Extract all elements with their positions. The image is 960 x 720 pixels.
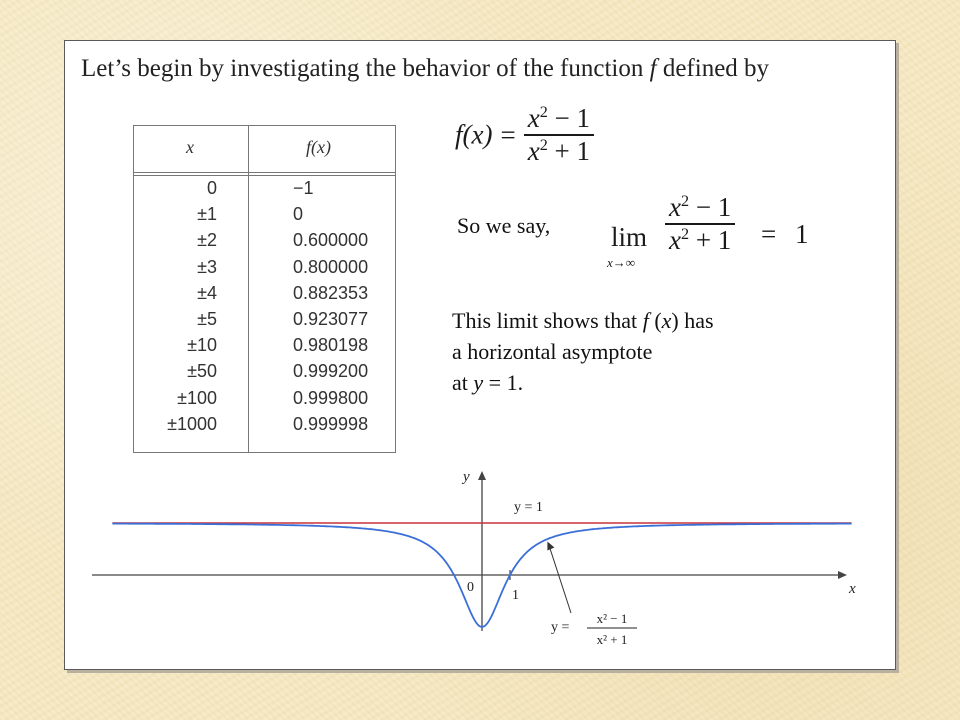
formula-equals: = [500, 119, 516, 150]
intro-function-symbol: f [649, 55, 657, 82]
asymptote-label: y = 1 [514, 500, 543, 515]
cell-fx: 0.800000 [293, 256, 369, 277]
table-row [134, 204, 395, 230]
intro-after: defined by [662, 55, 770, 82]
formula-den-rest: + 1 [547, 136, 591, 166]
formula-lhs: f(x) [455, 119, 493, 150]
table-row [134, 257, 395, 283]
function-definition-formula [455, 103, 594, 167]
explanation-text-part: ) has [671, 308, 714, 333]
cell-x: ±1 [197, 204, 217, 225]
cell-fx: 0.882353 [293, 282, 369, 303]
cell-fx: 0.980198 [293, 335, 369, 356]
y-axis-label: y [463, 469, 470, 485]
table-row [134, 230, 395, 256]
cell-x: ±10 [187, 335, 217, 356]
formula-numerator [524, 103, 594, 136]
explanation-line-1 [452, 305, 714, 336]
limit-den-var: x [669, 225, 681, 255]
cell-x: ±2 [197, 230, 217, 251]
table-row [134, 283, 395, 309]
cell-fx: 0.600000 [293, 230, 369, 251]
explanation-text-part: = 1. [483, 370, 524, 395]
limit-operator: lim [611, 222, 648, 252]
limit-num-rest: − 1 [689, 192, 732, 222]
limit-denominator [665, 225, 735, 256]
explanation-text-part: This limit shows that [452, 308, 643, 333]
table-header-divider [134, 172, 395, 173]
table-row [134, 414, 395, 440]
formula-num-rest: − 1 [547, 103, 591, 133]
table-header-divider-second [134, 175, 395, 176]
values-table [133, 125, 396, 453]
limit-value: 1 [795, 219, 809, 249]
curve-label-pointer [548, 544, 571, 613]
table-row [134, 335, 395, 361]
cell-x: ±1000 [167, 413, 217, 434]
intro-before: Let’s begin by investigating the behavior of the function [81, 55, 644, 82]
table-row [134, 361, 395, 387]
cell-x: ±100 [177, 387, 217, 408]
formula-denominator [524, 136, 594, 167]
table-header-x: x [186, 137, 194, 157]
limit-numerator [665, 192, 735, 225]
explanation-y-symbol: y [473, 370, 484, 395]
explanation-f-symbol: f [642, 308, 649, 333]
table-row [134, 178, 395, 204]
limit-formula [595, 189, 827, 283]
limit-num-var: x [669, 192, 681, 222]
formula-den-exp: 2 [539, 136, 548, 154]
explanation-text-part: at [452, 370, 474, 395]
pointer-arrow-icon [547, 542, 554, 551]
cell-fx: 0.999200 [293, 361, 369, 382]
limit-num-exp: 2 [680, 192, 690, 210]
explanation-line-3 [452, 367, 714, 398]
formula-num-var: x [527, 103, 540, 133]
tick-one-label: 1 [512, 588, 519, 603]
limit-equals: = [761, 219, 777, 249]
cell-x: ±4 [197, 282, 217, 303]
cell-fx: 0.999800 [293, 387, 369, 408]
cell-fx: −1 [293, 178, 314, 198]
function-graph [87, 453, 877, 653]
table-body [134, 178, 395, 440]
cell-fx: 0 [293, 204, 304, 225]
limit-subscript: x→∞ [607, 255, 636, 270]
table-row [134, 388, 395, 414]
limit-fraction [665, 192, 735, 256]
limit-intro-text: So we say, [457, 213, 551, 238]
explanation-text-part: ( [648, 308, 662, 333]
explanation-x-symbol: x [661, 308, 672, 333]
cell-fx: 0.923077 [293, 308, 369, 329]
table-row [134, 309, 395, 335]
x-axis-label: x [849, 581, 856, 597]
formula-den-var: x [527, 136, 540, 166]
explanation-text [452, 305, 714, 398]
origin-label: 0 [467, 580, 474, 595]
x-axis-arrow-icon [838, 571, 847, 579]
cell-x: ±5 [197, 308, 217, 329]
cell-fx: 0.999998 [293, 413, 369, 434]
limit-den-exp: 2 [680, 225, 690, 243]
curve-label-denominator: x² + 1 [596, 632, 628, 647]
formula-fraction [524, 103, 594, 167]
curve-label-lhs: y = [551, 620, 570, 635]
explanation-line-2: a horizontal asymptote [452, 339, 653, 364]
cell-x: ±50 [187, 361, 217, 382]
table-header-fx: f(x) [306, 137, 331, 157]
curve-label-numerator: x² − 1 [596, 611, 628, 626]
y-axis-arrow-icon [478, 471, 486, 480]
intro-sentence [81, 55, 769, 83]
formula-num-exp: 2 [539, 103, 548, 121]
cell-x: 0 [206, 178, 217, 198]
limit-den-rest: + 1 [689, 225, 732, 255]
cell-x: ±3 [197, 256, 217, 277]
slide-panel [64, 40, 896, 670]
